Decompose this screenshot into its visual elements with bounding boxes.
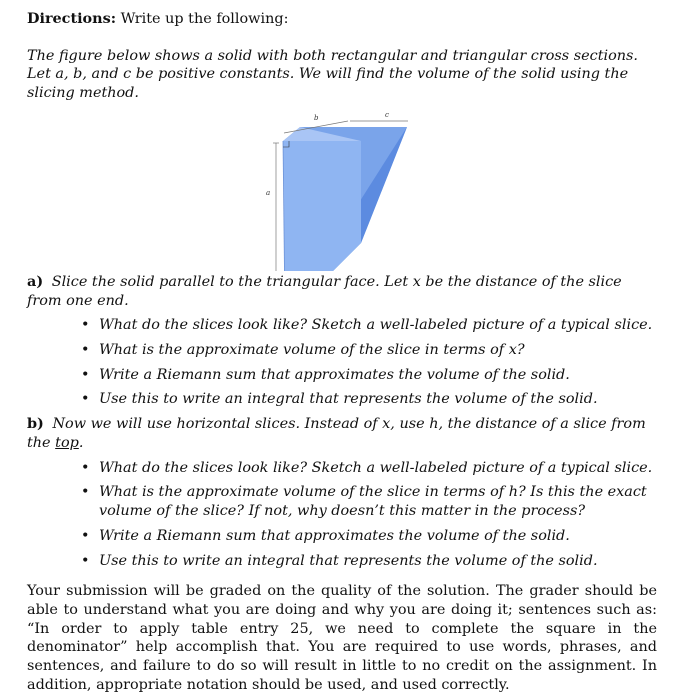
part-b-heading (27, 415, 657, 452)
list-item: • What is the approximate volume of the slice in terms of h? Is this the exact volume of the slice? If not, why doesn’t this matter in the process? (99, 483, 657, 520)
part-b-text-end: . (78, 434, 84, 451)
list-item: • What do the slices look like? Sketch a well-labeled picture of a typical slice. (99, 459, 657, 478)
grading-paragraph: Your submission will be graded on the quality of the solution. The grader should be able to understand what you are doing and why you are doing it; sentences such as: “In order to apply table entry 25, we need to complete the square in the denominator” help accomplish that. You are required to use words, phrases, and sentences, and failure to do so will result in little to no credit on the assignment. In addition, appropriate notation should be used, and used correctly. (27, 583, 657, 693)
list-item: • What do the slices look like? Sketch a well-labeled picture of a typical slice. (99, 316, 657, 335)
solid-figure (0, 111, 688, 271)
part-a-list (27, 316, 657, 409)
figure-label-b: b (314, 113, 319, 122)
intro-paragraph: The figure below shows a solid with both rectangular and triangular cross sections. Let a, b, and c be positive constants. We will find the volume of the solid using the slicing method. (27, 47, 638, 102)
list-item: • Use this to write an integral that represents the volume of the solid. (99, 552, 657, 571)
figure-label-a: a (266, 188, 271, 197)
part-b-text: Now we will use horizontal slices. Instead of x, use h, the distance of a slice from the (27, 416, 646, 451)
directions-label: Directions: (27, 10, 117, 27)
document-page (27, 10, 657, 695)
list-item: • Use this to write an integral that represents the volume of the solid. (99, 390, 657, 409)
directions-line (27, 10, 657, 29)
part-a-heading (27, 273, 657, 310)
part-b-list (27, 459, 657, 571)
list-item: • Write a Riemann sum that approximates the volume of the solid. (99, 527, 657, 546)
part-b-label: b) (27, 415, 44, 433)
list-item: • Write a Riemann sum that approximates the volume of the solid. (99, 366, 657, 385)
part-a-label: a) (27, 272, 44, 290)
solid-front-face (283, 141, 361, 271)
figure-label-c: c (385, 110, 389, 119)
directions-text: Write up the following: (120, 11, 289, 27)
part-a-text: Slice the solid parallel to the triangular face. Let x be the distance of the slice from one end. (27, 273, 622, 309)
part-b-underlined-word: top (55, 434, 79, 451)
list-item: • What is the approximate volume of the slice in terms of x? (99, 341, 657, 360)
solid-figure-svg (0, 111, 688, 271)
